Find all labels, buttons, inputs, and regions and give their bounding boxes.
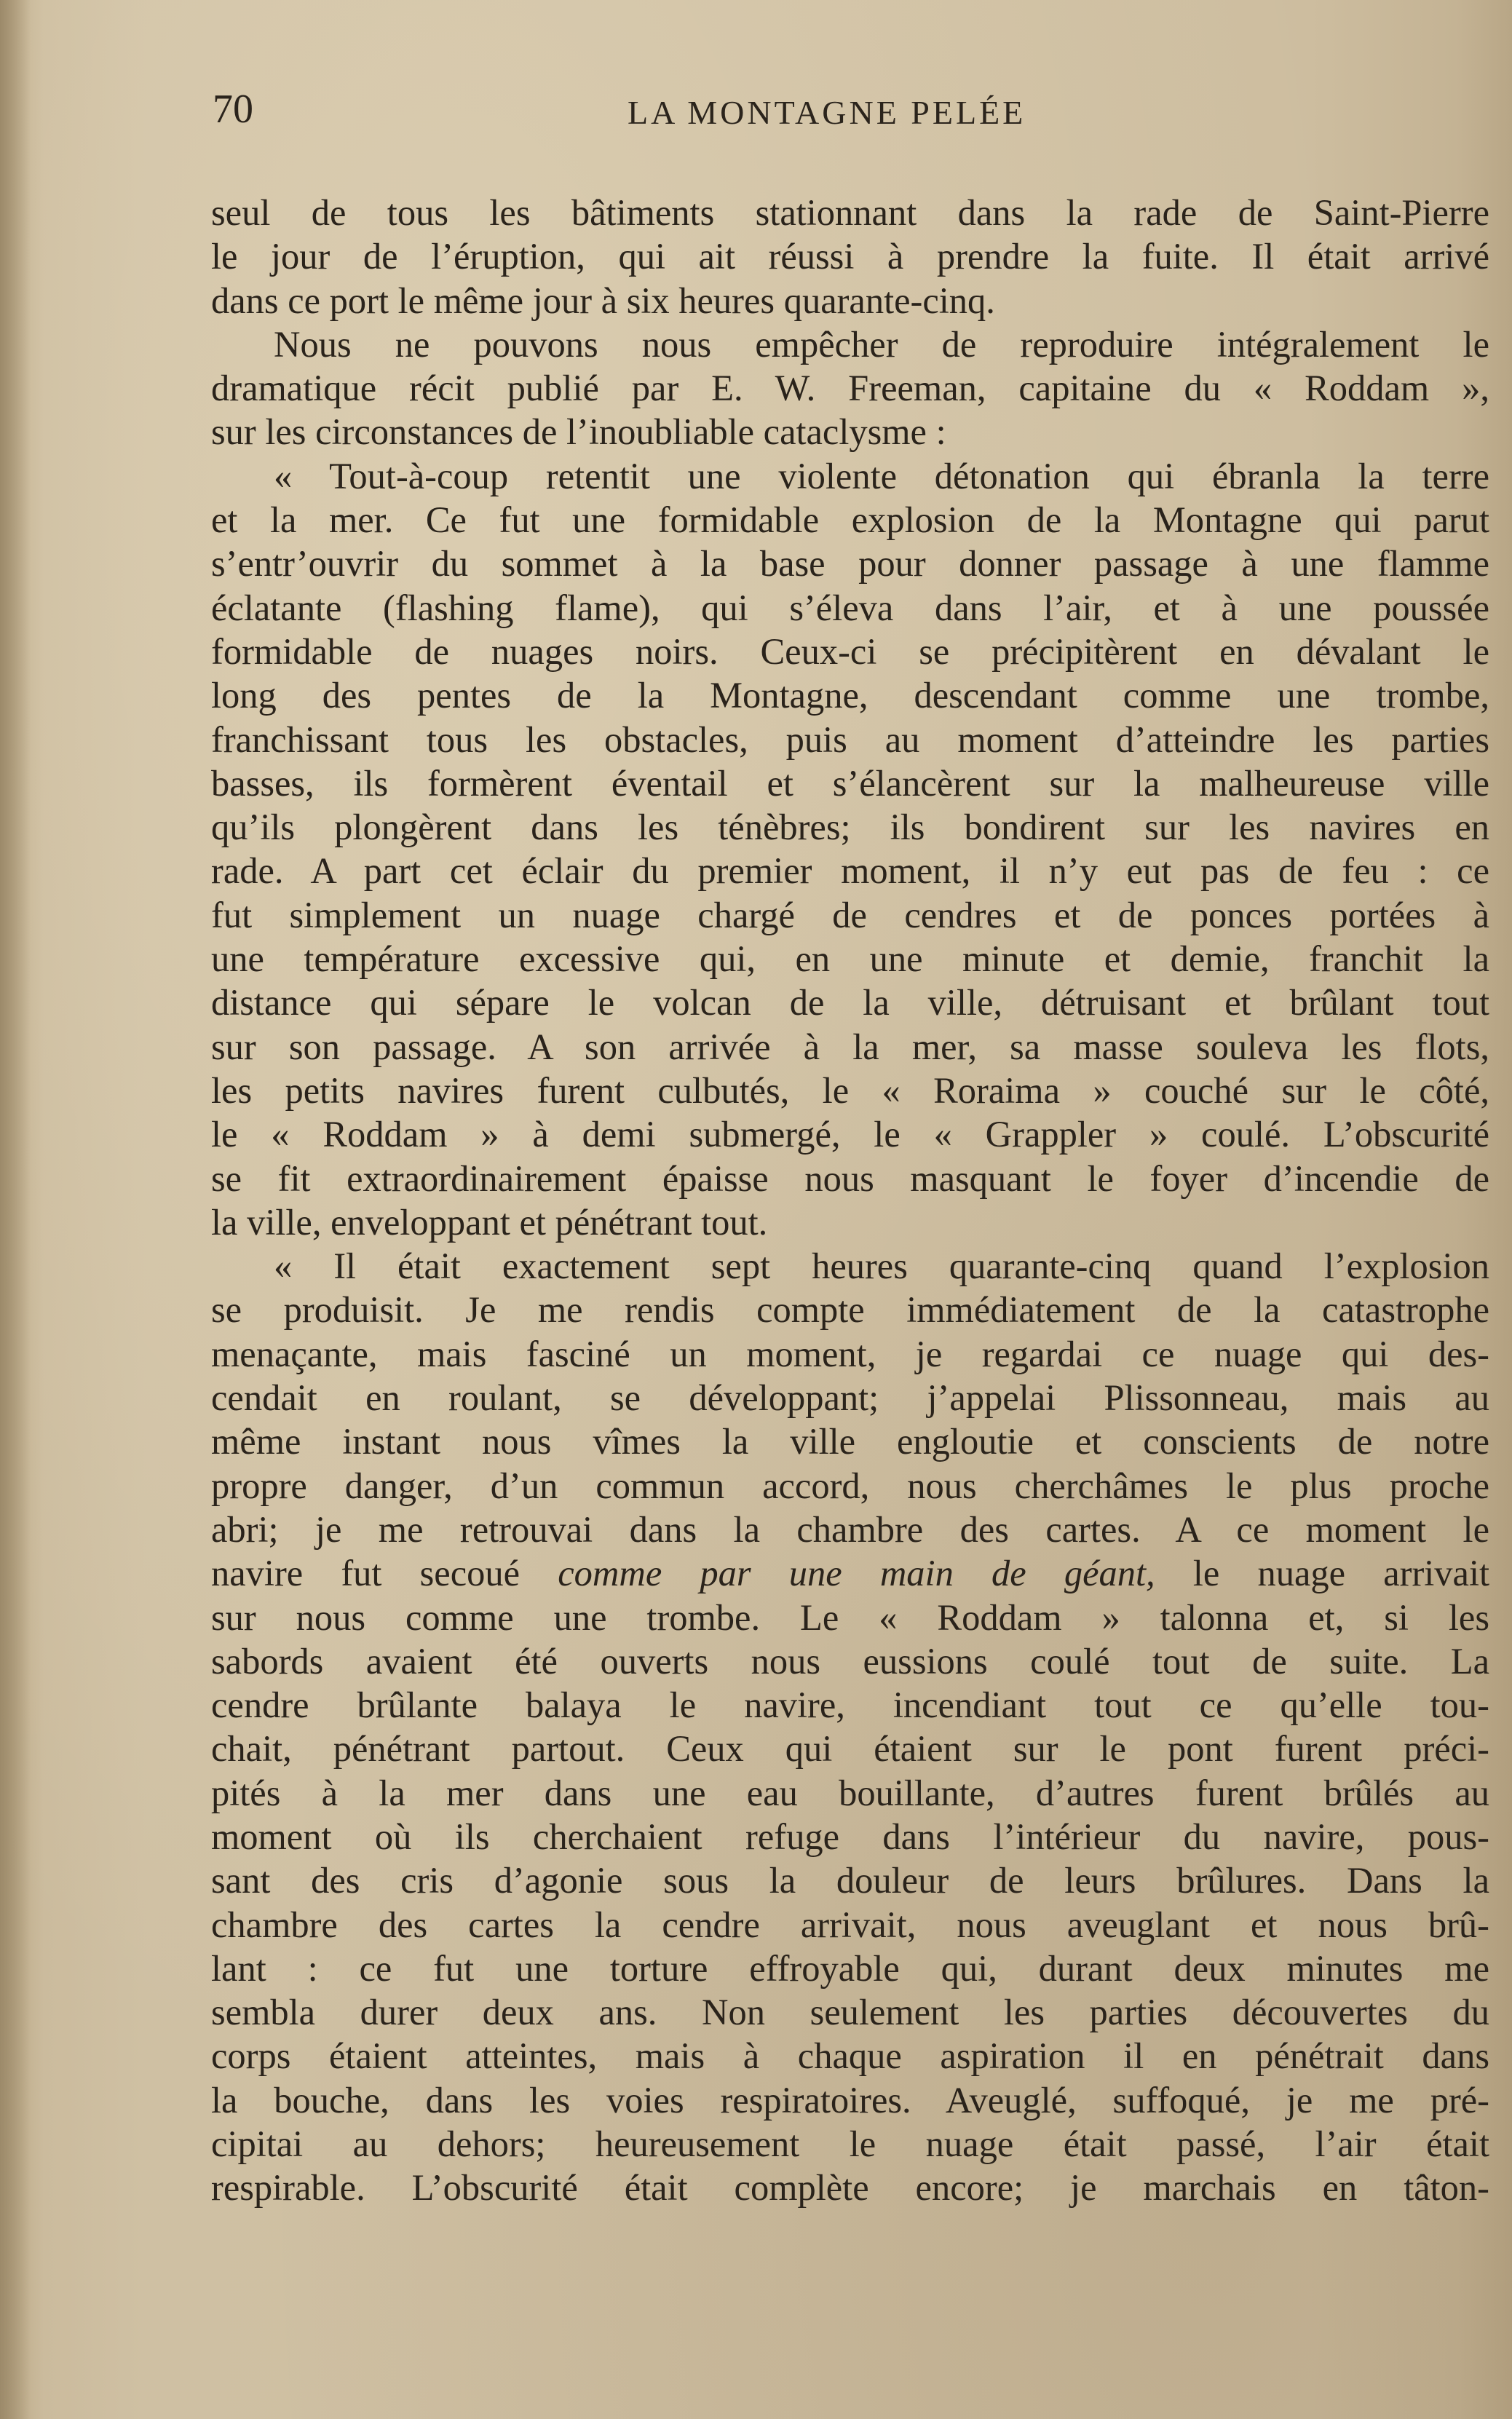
text-line: moment où ils cherchaient refuge dans l’intérieur du navire, pous- [211, 1816, 1489, 1857]
text-line: Nous ne pouvons nous empêcher de reproduire intégralement le [274, 323, 1489, 365]
text-line: corps étaient atteintes, mais à chaque aspiration il en pénétrait dans [211, 2035, 1489, 2077]
text-line: distance qui sépare le volcan de la ville, détruisant et brûlant tout [211, 982, 1489, 1024]
text-line: même instant nous vîmes la ville engloutie et conscients de notre [211, 1421, 1489, 1462]
text-line: cendre brûlante balaya le navire, incendiant tout ce qu’elle tou- [211, 1684, 1489, 1726]
text-line: le jour de l’éruption, qui ait réussi à prendre la fuite. Il était arrivé [211, 236, 1489, 277]
text-line: pités à la mer dans une eau bouillante, d’autres furent brûlés au [211, 1772, 1489, 1813]
text-line: seul de tous les bâtiments stationnant dans la rade de Saint-Pierre [211, 192, 1489, 233]
text-line: propre danger, d’un commun accord, nous cherchâmes le plus proche [211, 1465, 1489, 1506]
text-line: se fit extraordinairement épaisse nous masquant le foyer d’incendie de [211, 1157, 1489, 1199]
page-spine-shadow [0, 0, 31, 2419]
text-line: sur les circonstances de l’inoubliable cataclysme : [211, 411, 946, 453]
text-line: et la mer. Ce fut une formidable explosion de la Montagne qui parut [211, 499, 1489, 541]
text-line: sembla durer deux ans. Non seulement les parties découvertes du [211, 1992, 1489, 2033]
text-line: une température excessive qui, en une minute et demie, franchit la [211, 938, 1489, 980]
text-line: fut simplement un nuage chargé de cendres et de ponces portées à [211, 894, 1489, 935]
text-line: qu’ils plongèrent dans les ténèbres; ils bondirent sur les navires en [211, 807, 1489, 848]
text-line: sur nous comme une trombe. Le « Roddam » talonna et, si les [211, 1596, 1489, 1638]
text-line: lant : ce fut une torture effroyable qui, durant deux minutes me [211, 1947, 1489, 1989]
text-line: la ville, enveloppant et pénétrant tout. [211, 1201, 768, 1243]
text-line: abri; je me retrouvai dans la chambre des cartes. A ce moment le [211, 1508, 1489, 1550]
text-line: rade. A part cet éclair du premier moment, il n’y eut pas de feu : ce [211, 850, 1489, 892]
text-line: long des pentes de la Montagne, descendant comme une trombe, [211, 675, 1489, 716]
text-line: sabords avaient été ouverts nous eussions coulé tout de suite. La [211, 1640, 1489, 1682]
text-line: sur son passage. A son arrivée à la mer, sa masse souleva les flots, [211, 1026, 1489, 1067]
text-line: franchissant tous les obstacles, puis au moment d’atteindre les parties [211, 718, 1489, 760]
text-line: dramatique récit publié par E. W. Freeman, capitaine du « Roddam », [211, 368, 1489, 409]
text-line: « Tout-à-coup retentit une violente détonation qui ébranla la terre [274, 455, 1489, 496]
text-line: sant des cris d’agonie sous la douleur de leurs brûlures. Dans la [211, 1860, 1489, 1901]
text-line: « Il était exactement sept heures quarante-cinq quand l’explosion [274, 1246, 1489, 1287]
running-title: LA MONTAGNE PELÉE [628, 94, 1026, 131]
text-line: navire fut secoué comme par une main de géant, le nuage arrivait [211, 1553, 1490, 1594]
text-line: le « Roddam » à demi submergé, le « Grappler » coulé. L’obscurité [211, 1114, 1489, 1155]
text-line: dans ce port le même jour à six heures quarante-cinq. [211, 280, 995, 321]
text-line: les petits navires furent culbutés, le « Roraima » couché sur le côté, [211, 1069, 1489, 1111]
text-line: chait, pénétrant partout. Ceux qui étaient sur le pont furent préci- [211, 1728, 1489, 1770]
text-line: basses, ils formèrent éventail et s’élancèrent sur la malheureuse ville [211, 762, 1489, 804]
body-text [211, 191, 1489, 2210]
text-line: se produisit. Je me rendis compte immédiatement de la catastrophe [211, 1289, 1489, 1331]
text-line: respirable. L’obscurité était complète encore; je marchais en tâton- [211, 2167, 1489, 2209]
text-line: cendait en roulant, se développant; j’appelai Plissonneau, mais au [211, 1377, 1489, 1419]
text-line: menaçante, mais fasciné un moment, je regardai ce nuage qui des- [211, 1333, 1489, 1374]
text-line: formidable de nuages noirs. Ceux-ci se précipitèrent en dévalant le [211, 630, 1489, 672]
text-line: cipitai au dehors; heureusement le nuage était passé, l’air était [211, 2123, 1489, 2165]
text-line: la bouche, dans les voies respiratoires. Aveuglé, suffoqué, je me pré- [211, 2079, 1489, 2121]
page-number: 70 [213, 87, 253, 132]
text-line: éclatante (flashing flame), qui s’éleva dans l’air, et à une poussée [211, 587, 1489, 628]
text-line: chambre des cartes la cendre arrivait, nous aveuglant et nous brû- [211, 1904, 1489, 1945]
italic-phrase: comme par une main de géant, [558, 1553, 1155, 1594]
text-line: s’entr’ouvrir du sommet à la base pour donner passage à une flamme [211, 543, 1489, 585]
